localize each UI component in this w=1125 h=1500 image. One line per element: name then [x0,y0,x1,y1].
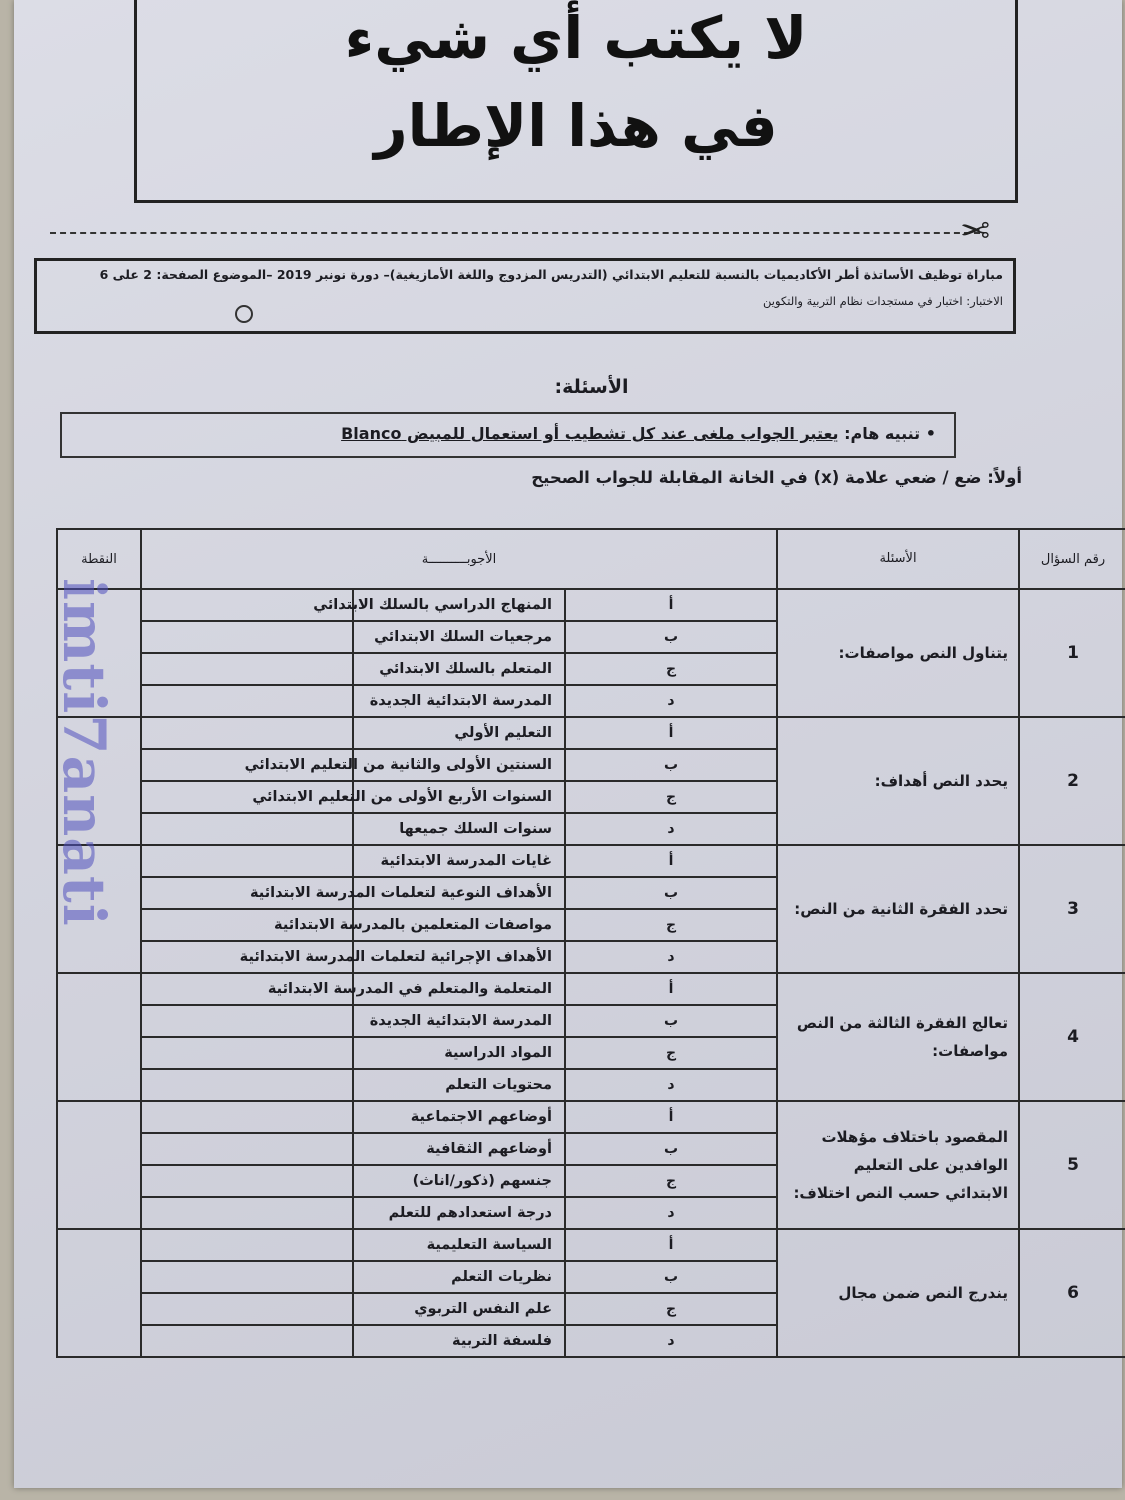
question-text: يتناول النص مواصفات: [777,589,1019,717]
table-row [57,1101,1125,1133]
answer-checkbox-cell[interactable] [141,1293,353,1325]
question-number: 4 [1019,973,1125,1101]
answer-checkbox-cell[interactable] [141,1101,353,1133]
no-write-frame [134,0,1018,203]
question-text: يندرج النص ضمن مجال [777,1229,1019,1357]
no-write-line-1: لا يكتب أي شيء [344,4,808,72]
answer-text: درجة استعدادهم للتعلم [353,1197,565,1229]
answer-text: سنوات السلك جميعها [353,813,565,845]
answer-letter: ج [565,1037,777,1069]
section-title: الأسئلة: [554,376,629,398]
answer-checkbox-cell[interactable] [141,1069,353,1101]
question-number: 3 [1019,845,1125,973]
answer-checkbox-cell[interactable] [141,845,353,877]
answer-letter: ب [565,1133,777,1165]
answer-checkbox-cell[interactable] [141,1261,353,1293]
cut-line [50,232,980,234]
questions-table [50,528,1125,1358]
answer-letter: ب [565,749,777,781]
answer-letter: ج [565,909,777,941]
no-write-line-2: في هذا الإطار [374,92,778,160]
answer-text: فلسفة التربية [353,1325,565,1357]
answer-letter: أ [565,973,777,1005]
answer-text: مواصفات المتعلمين بالمدرسة الابتدائية [353,909,565,941]
header-answers: الأجوبــــــــــة [141,529,777,589]
notice-bullet: • [925,424,936,443]
answer-letter: د [565,813,777,845]
exam-header [34,258,1016,334]
notice-text: يعتبر الجواب ملغى عند كل تشطيب أو استعمال للمبيض Blanco [341,424,839,443]
answer-letter: ب [565,1261,777,1293]
exam-header-subject: الاختبار: اختبار في مستجدات نظام التربية والتكوين [762,294,1003,308]
table-row [57,973,1125,1005]
exam-sheet [14,0,1122,1488]
answer-text: السنوات الأربع الأولى من التعليم الابتدائي [353,781,565,813]
answer-letter: أ [565,1101,777,1133]
answer-checkbox-cell[interactable] [141,1037,353,1069]
answer-text: جنسهم (ذكور/اناث) [353,1165,565,1197]
question-number: 5 [1019,1101,1125,1229]
question-text: يحدد النص أهداف: [777,717,1019,845]
answer-text: المتعلم بالسلك الابتدائي [353,653,565,685]
answer-checkbox-cell[interactable] [141,1165,353,1197]
answer-checkbox-cell[interactable] [141,1133,353,1165]
answer-text: المدرسة الابتدائية الجديدة [353,685,565,717]
exam-header-title: مباراة توظيف الأساتذة أطر الأكاديميات بالنسبة للتعليم الابتدائي (التدريس المزدوج واللغة الأمازيغية)– دورة نونبر 2019 –الموضوع الصفحة: 2 على 6 [99,267,1003,282]
answer-letter: ج [565,653,777,685]
answer-text: أوضاعهم الاجتماعية [353,1101,565,1133]
answer-checkbox-cell[interactable] [141,1197,353,1229]
answer-text: غايات المدرسة الابتدائية [353,845,565,877]
answer-text: الأهداف النوعية لتعلمات المدرسة الابتدائية [353,877,565,909]
question-text: تحدد الفقرة الثانية من النص: [777,845,1019,973]
scissors-icon: ✂ [960,211,991,252]
answer-text: المنهاج الدراسي بالسلك الابتدائي [353,589,565,621]
notice-prefix: تنبيه هام: [838,424,921,443]
answer-text: المواد الدراسية [353,1037,565,1069]
question-text: تعالج الفقرة الثالثة من النص مواصفات: [777,973,1019,1101]
answer-letter: أ [565,845,777,877]
points-cell [57,1101,141,1229]
instruction: أولاً: ضع / ضعي علامة (x) في الخانة المقابلة للجواب الصحيح [531,468,1022,487]
circle-mark [235,305,253,323]
table-row [57,1229,1125,1261]
answer-letter: ج [565,1293,777,1325]
answer-checkbox-cell[interactable] [141,685,353,717]
answer-letter: أ [565,717,777,749]
answer-letter: ب [565,621,777,653]
header-questions: الأسئلة [777,529,1019,589]
points-cell [57,973,141,1101]
answer-text: علم النفس التربوي [353,1293,565,1325]
table-row [57,845,1125,877]
answer-text: محتويات التعلم [353,1069,565,1101]
points-cell [57,1229,141,1357]
answer-checkbox-cell[interactable] [141,1325,353,1357]
answer-letter: ج [565,1165,777,1197]
answer-checkbox-cell[interactable] [141,717,353,749]
answer-letter: ب [565,877,777,909]
answer-letter: ج [565,781,777,813]
header-points: النقطة [57,529,141,589]
answer-checkbox-cell[interactable] [141,1005,353,1037]
table-row [57,717,1125,749]
answer-letter: ب [565,1005,777,1037]
answer-text: أوضاعهم الثقافية [353,1133,565,1165]
answer-text: التعليم الأولي [353,717,565,749]
answer-text: السنتين الأولى والثانية من التعليم الابتدائي [353,749,565,781]
questions-body [57,589,1125,1357]
answer-text: نظريات التعلم [353,1261,565,1293]
answer-letter: د [565,1197,777,1229]
answer-letter: د [565,941,777,973]
answer-letter: د [565,685,777,717]
answer-text: مرجعيات السلك الابتدائي [353,621,565,653]
question-number: 2 [1019,717,1125,845]
header-question-number: رقم السؤال [1019,529,1125,589]
question-number: 6 [1019,1229,1125,1357]
table-row [57,589,1125,621]
answer-checkbox-cell[interactable] [141,813,353,845]
answer-text: السياسة التعليمية [353,1229,565,1261]
answer-letter: أ [565,1229,777,1261]
watermark: imti7anati [50,578,118,927]
answer-text: الأهداف الإجرائية لتعلمات المدرسة الابتدائية [353,941,565,973]
answer-letter: أ [565,589,777,621]
answer-text: المتعلمة والمتعلم في المدرسة الابتدائية [353,973,565,1005]
answer-checkbox-cell[interactable] [141,1229,353,1261]
answer-letter: د [565,1069,777,1101]
answer-checkbox-cell[interactable] [141,621,353,653]
answer-text: المدرسة الابتدائية الجديدة [353,1005,565,1037]
question-text: المقصود باختلاف مؤهلات الوافدين على التعليم الابتدائي حسب النص اختلاف: [777,1101,1019,1229]
notice-box [60,412,956,458]
question-number: 1 [1019,589,1125,717]
answer-checkbox-cell[interactable] [141,653,353,685]
answer-letter: د [565,1325,777,1357]
